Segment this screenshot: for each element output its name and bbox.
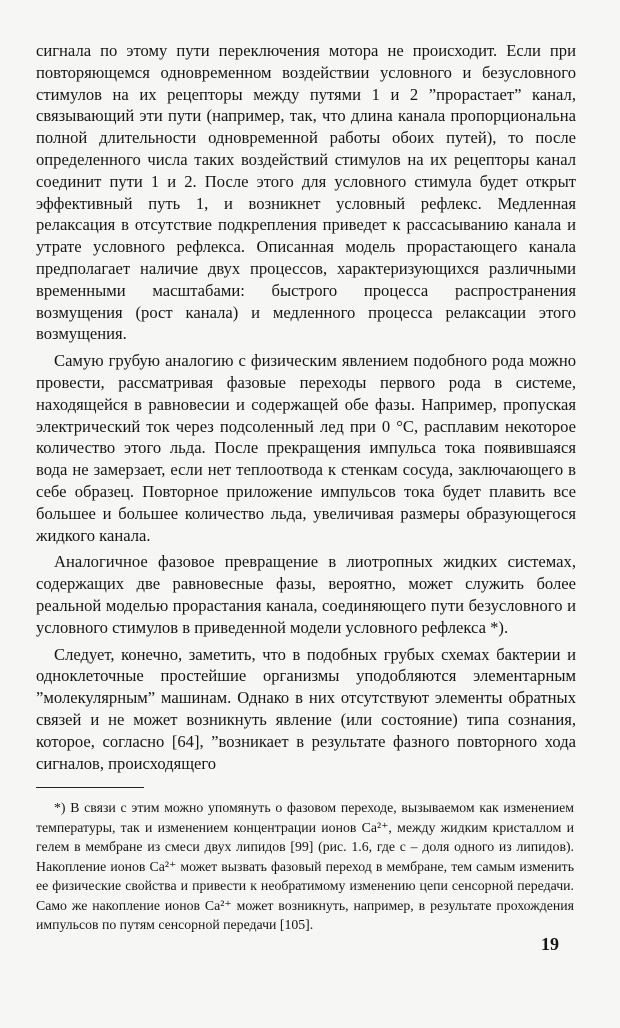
footnote-text: *) В связи с этим можно упомянуть о фазовом переходе, вызываемом как изменением температуры, так и изменением концентрации ионов Ca²⁺, между жидким кристаллом и гелем в мембране из смеси двух липидов [99] (рис. 1.6, где c – доля одного из липидов). Накопление ионов Ca²⁺ может вызвать фазовый переход в мембране, тем самым изменить ее физические свойства и привести к необратимому изменению цепи сенсорной передачи. Само же накопление ионов Ca²⁺ может возникнуть, например, в результате прохождения импульсов по путям сенсорной передачи [105].	[36, 800, 574, 932]
paragraph-3: Аналогичное фазовое превращение в лиотропных жидких системах, содержащих две равновесные фазы, вероятно, может служить более реальной моделью прорастания канала, соединяющего пути безусловного и условного стимулов в приведенной модели условного рефлекса *).	[36, 552, 576, 637]
paragraph-4: Следует, конечно, заметить, что в подобных грубых схемах бактерии и одноклеточные простейшие организмы уподобляются элементарным ”молекулярным” машинам. Однако в них отсутствуют элементы обратных связей и не может возникнуть явление (или состояние) типа сознания, которое, согласно [64], ”возникает в результате фазного повторного хода сигналов, происходящего	[36, 644, 576, 773]
footnote-divider	[36, 787, 144, 788]
paragraph-1: сигнала по этому пути переключения мотора не происходит. Если при повторяющемся одновременном воздействии условного и безусловного стимулов на их рецепторы между путями 1 и 2 ”прорастает” канал, связывающий эти пути (например, так, что длина канала пропорциональна полной длительности одновременной работы обоих путей), то после определенного числа таких воздействий стимулов на их рецепторы канал соединит пути 1 и 2. После этого для условного стимула будет открыт эффективный путь 1, и возникнет условный рефлекс. Медленная релаксация в отсутствие подкрепления приведет к рассасыванию канала и утрате условного рефлекса. Описанная модель прорастающего канала предполагает наличие двух процессов, характеризующихся различными временными масштабами: быстрого процесса распространения возмущения (рост канала) и медленного процесса релаксации этого возмущения.	[36, 41, 576, 344]
main-text	[36, 40, 576, 774]
footnote	[36, 798, 574, 935]
page-number: 19	[541, 934, 559, 954]
paragraph-2: Самую грубую аналогию с физическим явлением подобного рода можно провести, рассматривая фазовые переходы первого рода в системе, находящейся в равновесии и содержащей обе фазы. Например, пропуская электрический ток через подсоленный лед при 0 °С, расплавим некоторое количество этого льда. После прекращения импульса тока появившаяся вода не замерзает, если нет теплоотвода к стенкам сосуда, заключающего в себе образец. Повторное приложение импульсов тока будет плавить все большее и большее количество льда, увеличивая размеры образующегося жидкого канала.	[36, 351, 576, 545]
